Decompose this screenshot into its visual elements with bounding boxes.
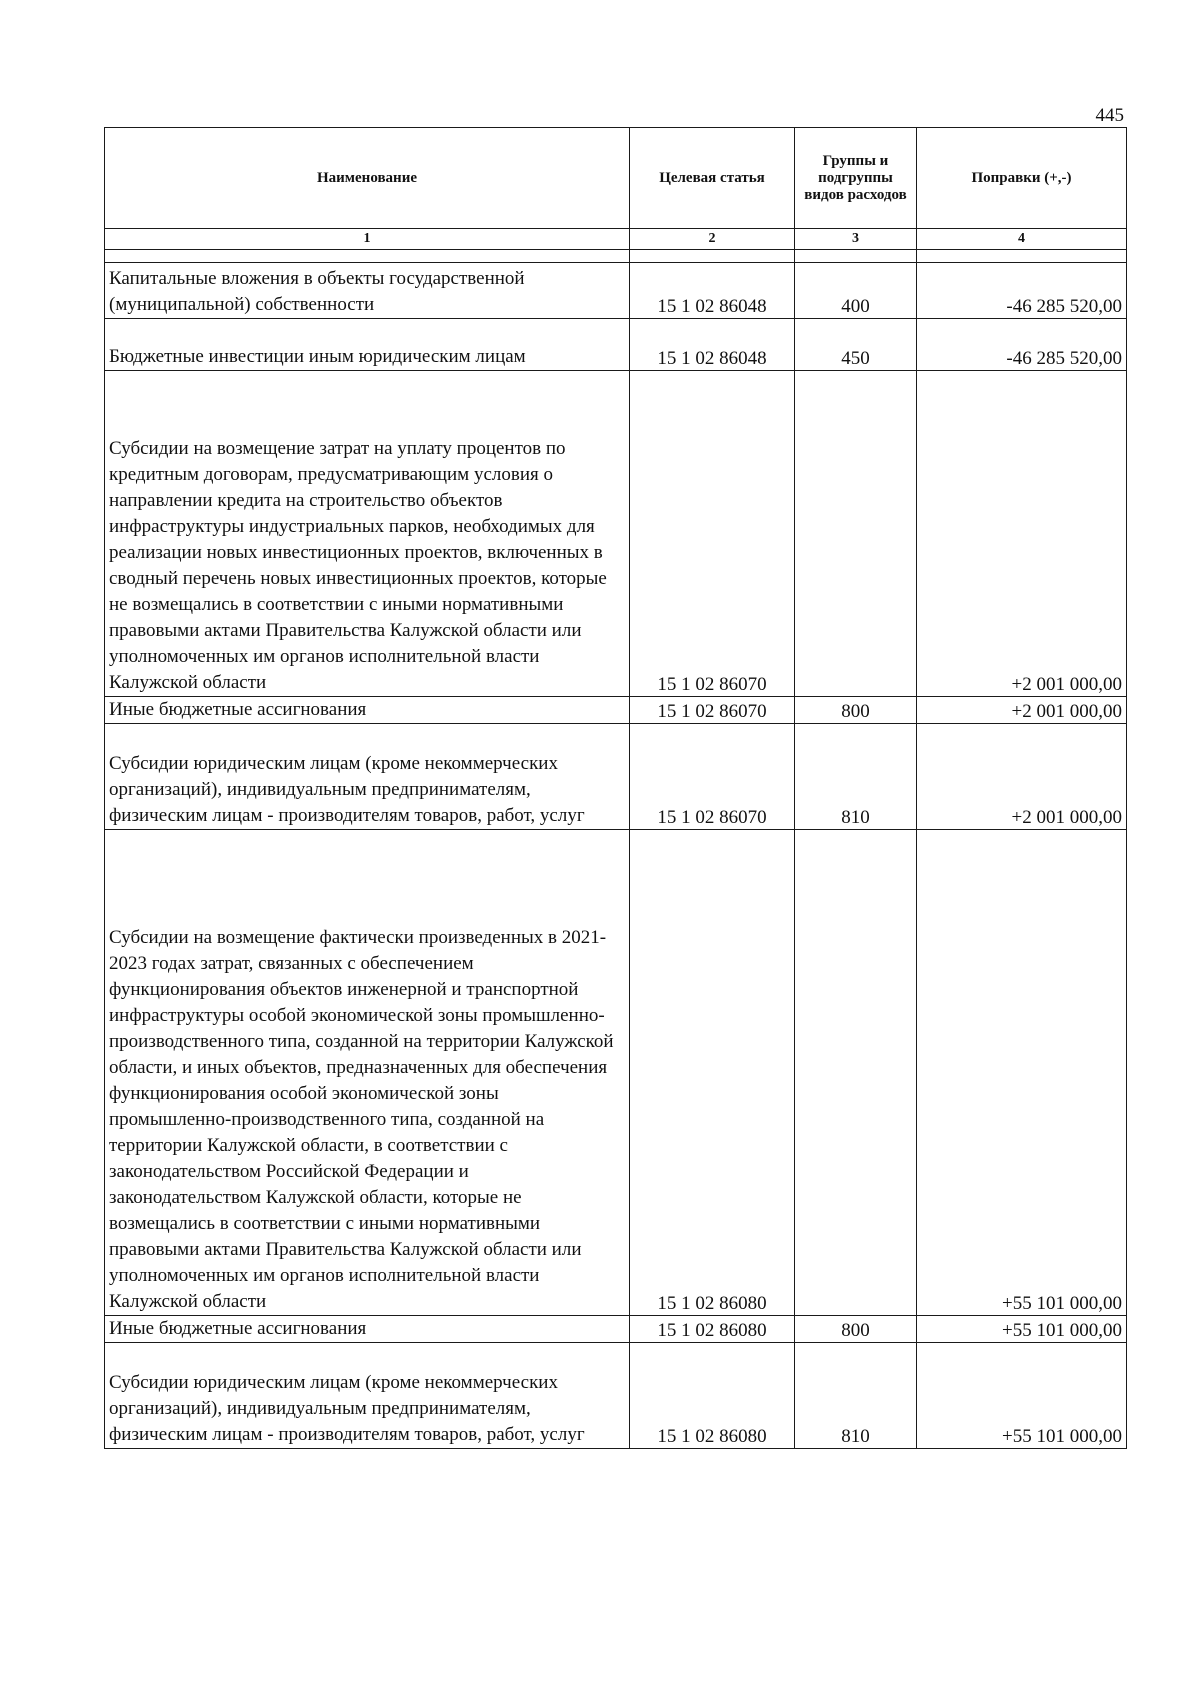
row-amount: -46 285 520,00 — [917, 263, 1127, 319]
row-target-code: 15 1 02 86048 — [630, 319, 795, 371]
row-name: Субсидии юридическим лицам (кроме некоммерческих организаций), индивидуальным предпринимателям, физическим лицам - производителям товаров, работ, услуг — [105, 1343, 630, 1449]
row-expense-group: 810 — [795, 724, 917, 830]
row-target-code: 15 1 02 86080 — [630, 1343, 795, 1449]
row-amount: +2 001 000,00 — [917, 371, 1127, 697]
row-expense-group: 800 — [795, 697, 917, 724]
column-number: 2 — [630, 229, 795, 250]
row-target-code: 15 1 02 86048 — [630, 263, 795, 319]
budget-amendments-table — [104, 127, 1127, 1449]
row-expense-group: 800 — [795, 1316, 917, 1343]
column-number: 4 — [917, 229, 1127, 250]
header-target-article: Целевая статья — [630, 128, 795, 229]
table-row — [105, 724, 1127, 830]
column-number: 3 — [795, 229, 917, 250]
row-name: Субсидии юридическим лицам (кроме некоммерческих организаций), индивидуальным предпринимателям, физическим лицам - производителям товаров, работ, услуг — [105, 724, 630, 830]
header-name: Наименование — [105, 128, 630, 229]
column-number: 1 — [105, 229, 630, 250]
row-amount: +55 101 000,00 — [917, 830, 1127, 1316]
row-amount: +55 101 000,00 — [917, 1316, 1127, 1343]
row-expense-group: 810 — [795, 1343, 917, 1449]
row-amount: +2 001 000,00 — [917, 724, 1127, 830]
table-row — [105, 1316, 1127, 1343]
spacer-row — [105, 250, 1127, 263]
row-target-code: 15 1 02 86070 — [630, 724, 795, 830]
table-row — [105, 319, 1127, 371]
row-expense-group — [795, 830, 917, 1316]
row-name: Субсидии на возмещение затрат на уплату процентов по кредитным договорам, предусматривающим условия о направлении кредита на строительство объектов инфраструктуры индустриальных парков, необходимых для реализации новых инвестиционных проектов, включенных в сводный перечень новых инвестиционных проектов, которые не возмещались в соответствии с иными нормативными правовыми актами Правительства Калужской области или уполномоченных им органов исполнительной власти Калужской области — [105, 371, 630, 697]
header-amendments: Поправки (+,-) — [917, 128, 1127, 229]
row-amount: -46 285 520,00 — [917, 319, 1127, 371]
row-amount: +2 001 000,00 — [917, 697, 1127, 724]
row-target-code: 15 1 02 86080 — [630, 830, 795, 1316]
page-number: 445 — [1095, 105, 1124, 126]
row-name: Капитальные вложения в объекты государственной (муниципальной) собственности — [105, 263, 630, 319]
row-amount: +55 101 000,00 — [917, 1343, 1127, 1449]
header-expense-groups: Группы и подгруппы видов расходов — [795, 128, 917, 229]
row-name: Иные бюджетные ассигнования — [105, 697, 630, 724]
row-expense-group: 400 — [795, 263, 917, 319]
column-number-row — [105, 229, 1127, 250]
row-target-code: 15 1 02 86070 — [630, 697, 795, 724]
row-name: Субсидии на возмещение фактически произведенных в 2021-2023 годах затрат, связанных с обеспечением функционирования объектов инженерной и транспортной инфраструктуры особой экономической зоны промышленно-производственного типа, созданной на территории Калужской области, и иных объектов, предназначенных для обеспечения функционирования особой экономической зоны промышленно-производственного типа, созданной на территории Калужской области, в соответствии с законодательством Российской Федерации и законодательством Калужской области, которые не возмещались в соответствии с иными нормативными правовыми актами Правительства Калужской области или уполномоченных им органов исполнительной власти Калужской области — [105, 830, 630, 1316]
row-target-code: 15 1 02 86070 — [630, 371, 795, 697]
table-row — [105, 1343, 1127, 1449]
table-row — [105, 263, 1127, 319]
table-row — [105, 371, 1127, 697]
row-target-code: 15 1 02 86080 — [630, 1316, 795, 1343]
row-expense-group — [795, 371, 917, 697]
table-row — [105, 830, 1127, 1316]
row-expense-group: 450 — [795, 319, 917, 371]
row-name: Бюджетные инвестиции иным юридическим лицам — [105, 319, 630, 371]
row-name: Иные бюджетные ассигнования — [105, 1316, 630, 1343]
table-row — [105, 697, 1127, 724]
header-row — [105, 128, 1127, 229]
